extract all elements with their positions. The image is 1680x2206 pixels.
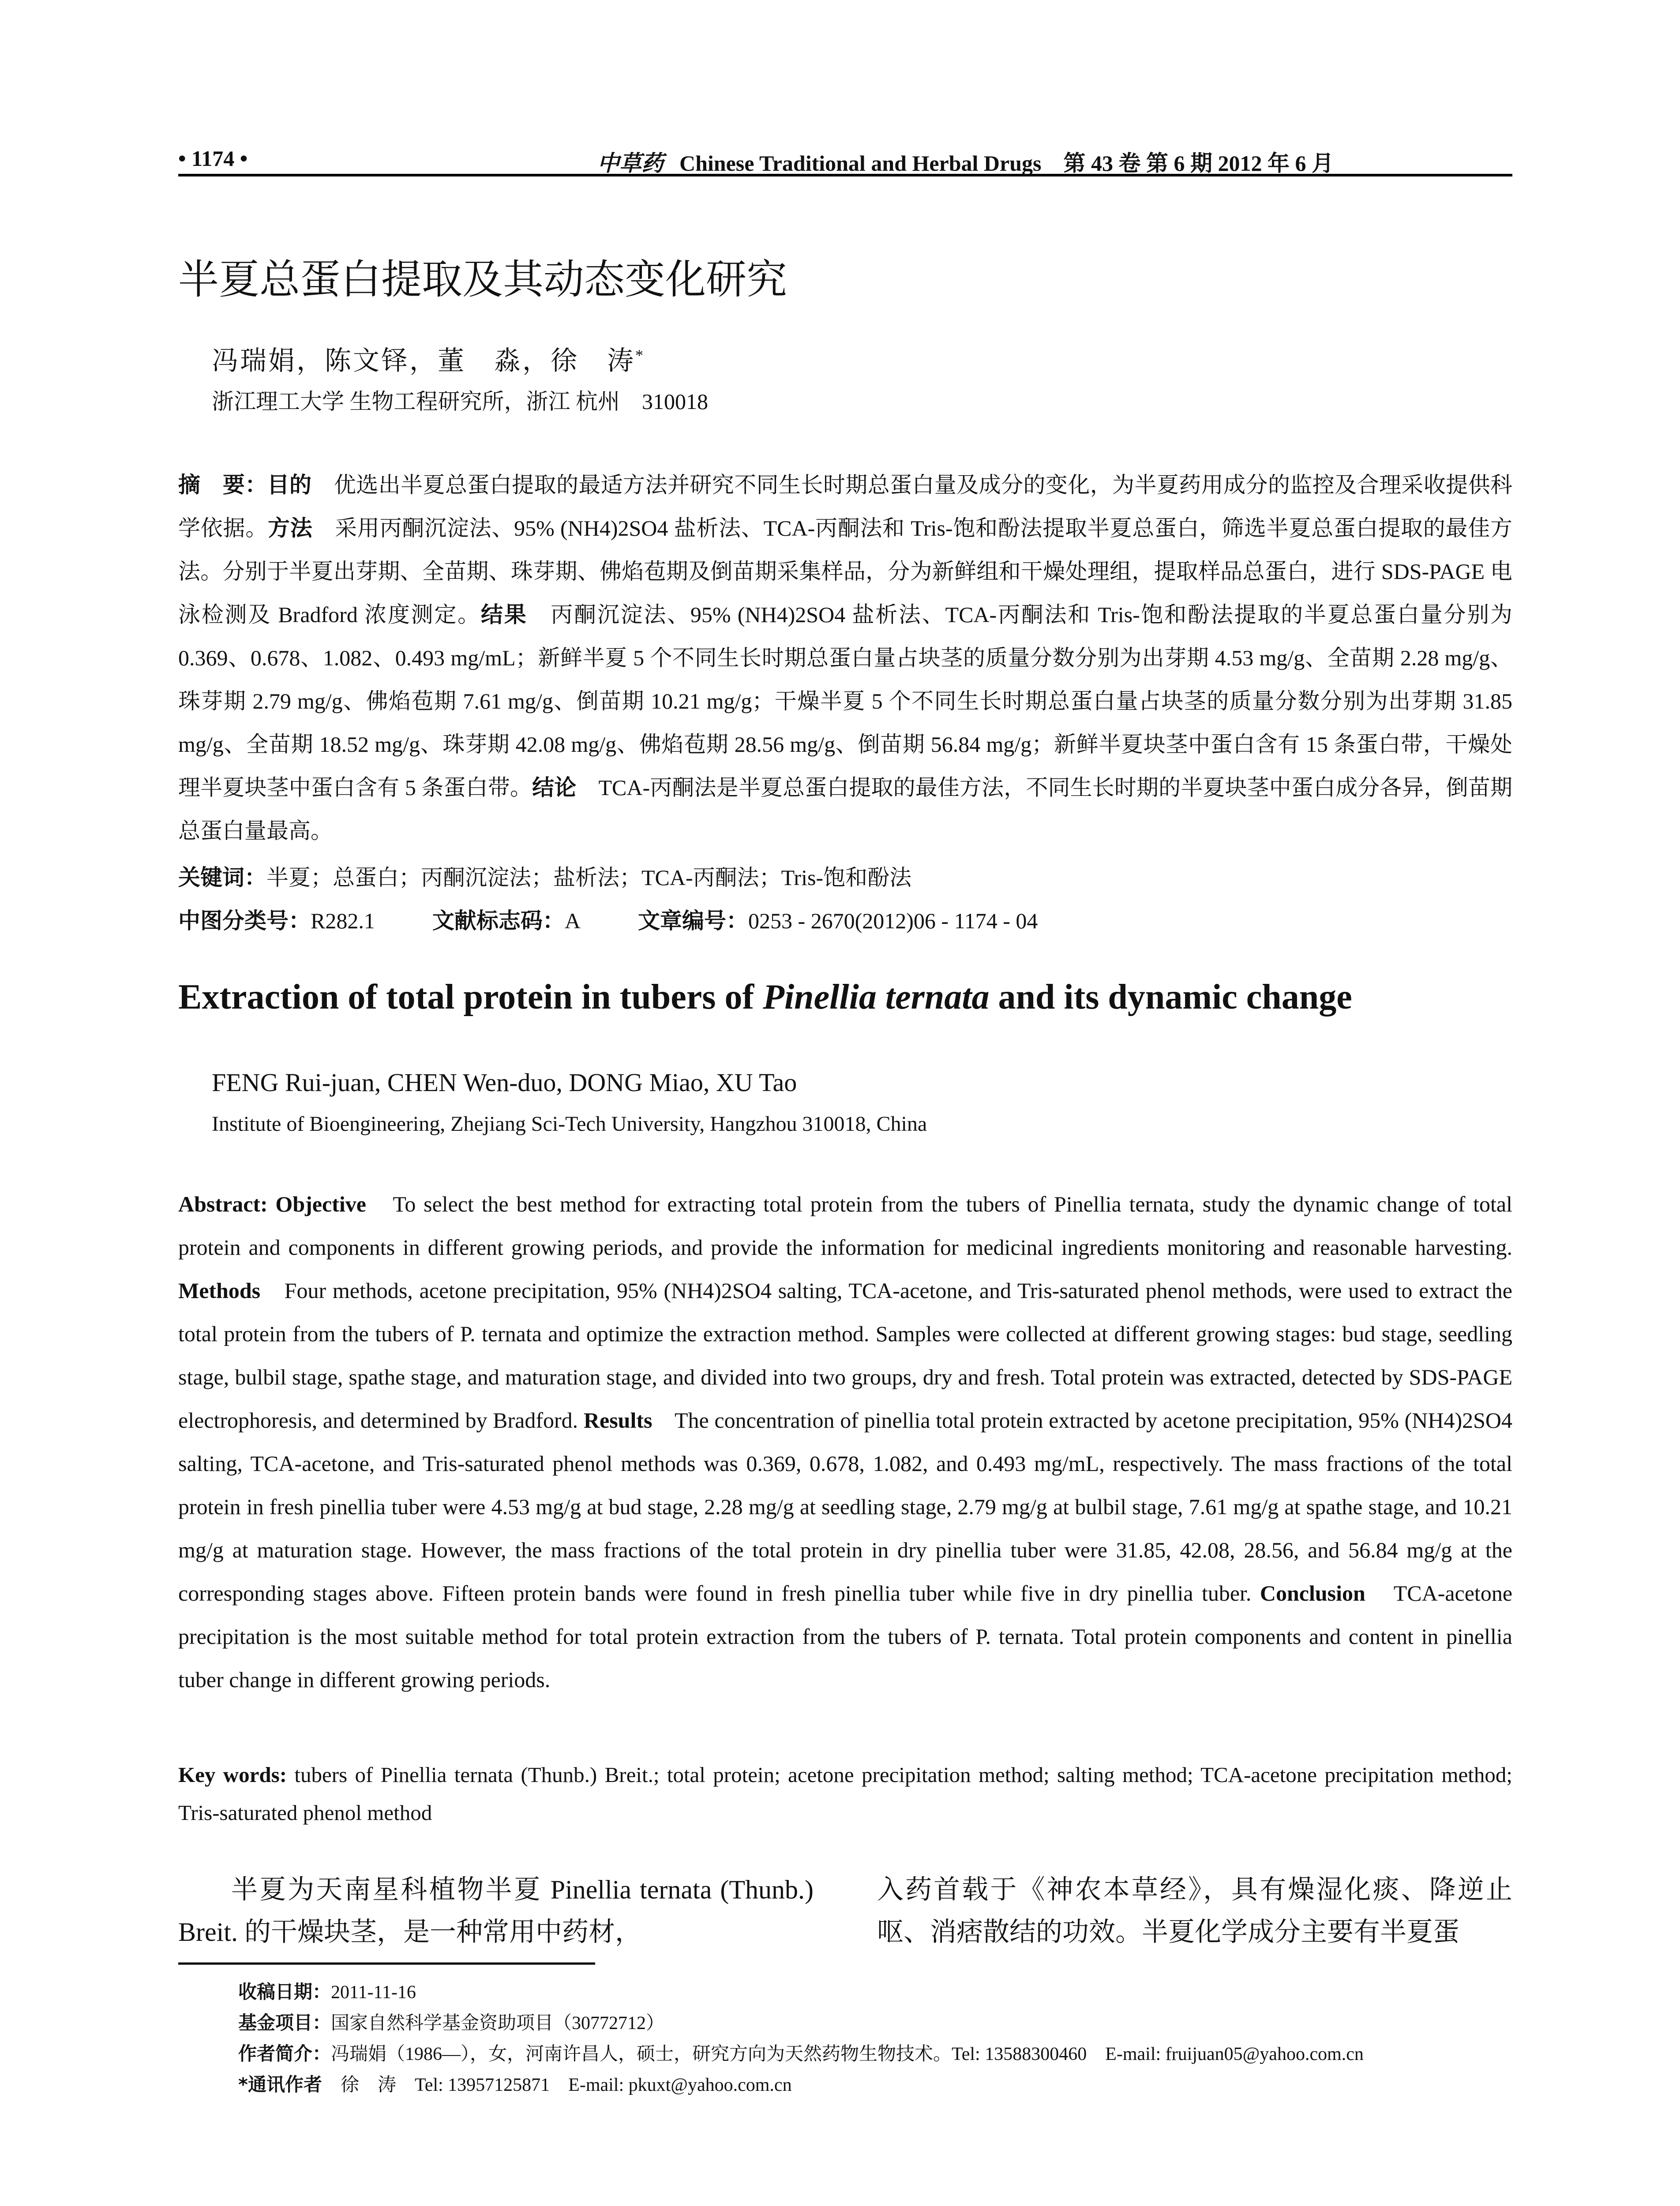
en-objective-text: To select the best method for extracting total protein from the tubers of Pinellia ternata, study the dynamic change of total protein and components in different growing periods, and provide the information for medicinal ingredients monitoring and reasonable harvesting. [178, 1192, 1512, 1260]
conclusion-text: TCA-丙酮法是半夏总蛋白提取的最佳方法，不同生长时期的半夏块茎中蛋白成分各异，倒苗期总蛋白量最高。 [178, 775, 1513, 843]
en-methods-label: Methods [178, 1278, 261, 1303]
body-left-column: 半夏为天南星科植物半夏 Pinellia ternata (Thunb.) Breit. 的干燥块茎，是一种常用中药材， [178, 1875, 814, 1947]
chinese-keywords [178, 856, 1512, 899]
results-text: 丙酮沉淀法、95% (NH4)2SO4 盐析法、TCA-丙酮法和 Tris-饱和酚法提取的半夏总蛋白量分别为 0.369、0.678、1.082、0.493 mg/mL；新鲜半夏 5 个不同生长时期总蛋白量占块茎的质量分数分别为出芽期 4.53 mg/g、全苗期 2.28 mg/g、珠芽期 2.79 mg/g、佛焰苞期 7.61 mg/g、倒苗期 10.21 mg/g；干燥半夏 5 个不同生长时期总蛋白量占块茎的质量分数分别为出芽期 31.85 mg/g、全苗期 18.52 mg/g、珠芽期 42.08 mg/g、佛焰苞期 28.56 mg/g、倒苗期 56.84 mg/g；新鲜半夏块茎中蛋白含有 15 条蛋白带，干燥处理半夏块茎中蛋白含有 5 条蛋白带。 [178, 602, 1513, 800]
en-conclusion-text: TCA-acetone precipitation is the most suitable method for total protein extraction from the tubers of P. ternata. Total protein components and content in pinellia tuber change in different growing periods. [178, 1581, 1513, 1692]
methods-label: 方法 [267, 515, 313, 541]
species-name: Pinellia ternata [763, 978, 990, 1017]
keywords-label: 关键词： [178, 865, 266, 890]
journal-logo: 中草药 [597, 151, 664, 176]
footnote-corresponding: *通讯作者 徐 涛 Tel: 13957125871 E-mail: pkuxt@yahoo.com.cn [238, 2074, 792, 2095]
chinese-authors [212, 340, 645, 378]
objective-text: 优选出半夏总蛋白提取的最适方法并研究不同生长时期总蛋白量及成分的变化，为半夏药用成分的监控及合理采收提供科学依据。 [178, 473, 1513, 540]
journal-info [597, 146, 1334, 177]
footnote-fund: 基金项目：国家自然科学基金资助项目（30772712） [238, 2012, 665, 2033]
clc-label: 中图分类号： [178, 908, 311, 934]
body-right-column: 入药首载于《神农本草经》，具有燥湿化痰、降逆止呕、消痞散结的功效。半夏化学成分主要有半夏蛋 [877, 1875, 1512, 1947]
chinese-title: 半夏总蛋白提取及其动态变化研究 [178, 256, 788, 303]
footnote-received: 收稿日期：2011-11-16 [238, 1981, 416, 2003]
keywords-text: 半夏；总蛋白；丙酮沉淀法；盐析法；TCA-丙酮法；Tris-饱和酚法 [266, 865, 912, 890]
en-results-label: Results [583, 1408, 652, 1433]
journal-citation: Chinese Traditional and Herbal Drugs 第 43 卷 第 6 期 2012 年 6 月 [679, 151, 1334, 176]
conclusion-label: 结论 [532, 775, 577, 800]
en-methods-text: Four methods, acetone precipitation, 95% (NH4)2SO4 salting, TCA-acetone, and Tris-saturated phenol methods, were used to extract the total protein from the tubers of P. ternata and optimize the extraction method. Samples were collected at different growing stages: bud stage, seedling stage, bulbil stage, spathe stage, and maturation stage, and divided into two groups, dry and fresh. Total protein was extracted, detected by SDS-PAGE electrophoresis, and determined by Bradford. [178, 1278, 1512, 1433]
en-keywords-text: tubers of Pinellia ternata (Thunb.) Breit.; total protein; acetone precipitation method; salting method; TCA-acetone precipitation method; Tris-saturated phenol method [178, 1763, 1512, 1825]
classification-line [178, 899, 1512, 942]
chinese-abstract [178, 463, 1512, 856]
corresponding-mark: * [635, 346, 645, 364]
doc-code-label: 文献标志码： [432, 908, 565, 934]
en-results-text: The concentration of pinellia total protein extracted by acetone precipitation, 95% (NH4)2SO4 salting, TCA-acetone, and Tris-saturated phenol methods was 0.369, 0.678, 1.082, and 0.493 mg/mL, respectively. The mass fractions of the total protein in fresh pinellia tuber were 4.53 mg/g at bud stage, 2.28 mg/g at seedling stage, 2.79 mg/g at bulbil stage, 7.61 mg/g at spathe stage, and 10.21 mg/g at maturation stage. However, the mass fractions of the total protein in dry pinellia tuber were 31.85, 42.08, 28.56, and 56.84 mg/g at the corresponding stages above. Fifteen protein bands were found in fresh pinellia tuber while five in dry pinellia tuber. [178, 1408, 1513, 1606]
en-keywords-label: Key words: [178, 1763, 287, 1787]
english-title: Extraction of total protein in tubers of Pinellia ternata and its dynamic change [178, 978, 1352, 1017]
running-header [178, 146, 1512, 176]
en-conclusion-label: Conclusion [1260, 1581, 1365, 1606]
article-no-label: 文章编号： [638, 908, 748, 934]
english-affiliation: Institute of Bioengineering, Zhejiang Sci-Tech University, Hangzhou 310018, China [212, 1112, 927, 1136]
chinese-affiliation: 浙江理工大学 生物工程研究所，浙江 杭州 310018 [212, 389, 708, 414]
objective-label: 目的 [267, 472, 312, 498]
english-abstract [178, 1182, 1512, 1701]
footnote-rule [178, 1962, 595, 1965]
clc-value: R282.1 [311, 908, 375, 933]
chinese-author-names: 冯瑞娟，陈文铎，董 淼，徐 涛 [212, 346, 635, 375]
methods-text: 采用丙酮沉淀法、95% (NH4)2SO4 盐析法、TCA-丙酮法和 Tris-饱和酚法提取半夏总蛋白，筛选半夏总蛋白提取的最佳方法。分别于半夏出芽期、全苗期、珠芽期、佛焰苞期及倒苗期采集样品，分为新鲜组和干燥处理组，提取样品总蛋白，进行 SDS-PAGE 电泳检测及 Bradford 浓度测定。 [178, 516, 1513, 627]
article-no-value: 0253 - 2670(2012)06 - 1174 - 04 [748, 908, 1038, 933]
footnote-author: 作者简介：冯瑞娟（1986—），女，河南许昌人，硕士，研究方向为天然药物生物技术。Tel: 13588300460 E-mail: fruijuan05@yahoo.com.cn [238, 2043, 1364, 2064]
english-authors: FENG Rui-juan, CHEN Wen-duo, DONG Miao, XU Tao [212, 1068, 797, 1097]
abstract-label: 摘 要： [178, 472, 267, 498]
results-label: 结果 [480, 602, 528, 627]
en-abstract-label: Abstract: Objective [178, 1192, 366, 1216]
page-number: • 1174 • [178, 146, 248, 171]
doc-code-value: A [564, 908, 581, 933]
english-keywords [178, 1756, 1512, 1832]
